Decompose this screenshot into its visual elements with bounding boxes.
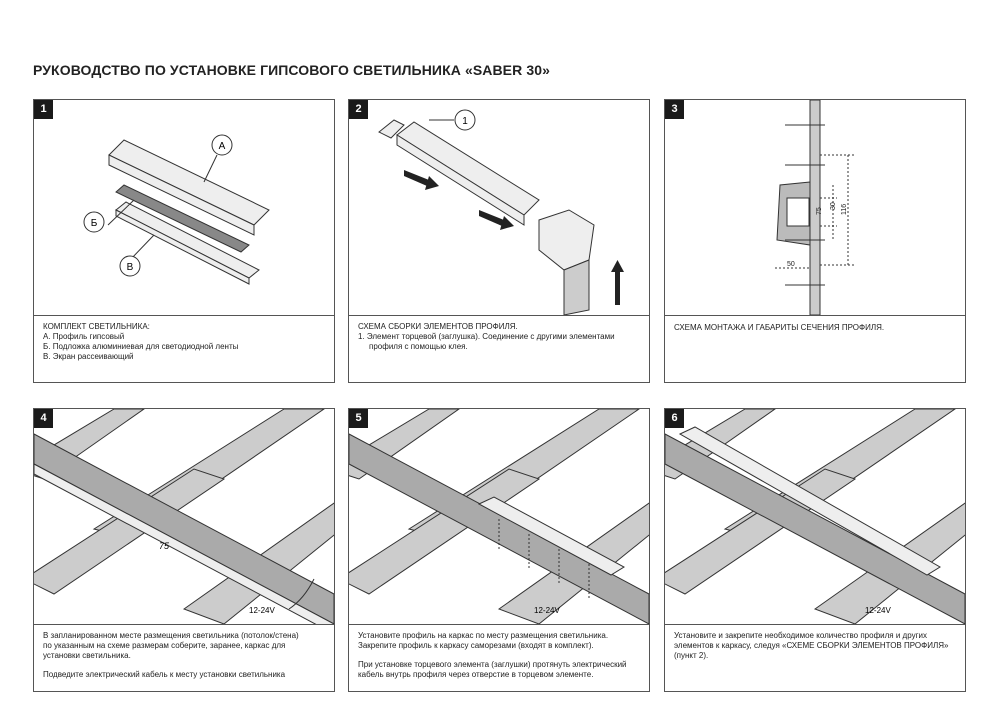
text-line: СХЕМА СБОРКИ ЭЛЕМЕНТОВ ПРОФИЛЯ. <box>358 322 518 331</box>
text-line: профиля с помощью клея. <box>369 342 468 351</box>
step-number: 6 <box>665 409 684 428</box>
cross-section-illustration <box>665 100 965 316</box>
text-line: Закрепите профиль к каркасу саморезами (входят в комплект). <box>358 641 594 650</box>
step-6-description <box>674 631 959 661</box>
dim-50: 50 <box>787 261 795 268</box>
page-title: РУКОВОДСТВО ПО УСТАНОВКЕ ГИПСОВОГО СВЕТИЛЬНИКА «SABER 30» <box>33 62 550 78</box>
text-line: А. Профиль гипсовый <box>43 332 125 341</box>
text-line: КОМПЛЕКТ СВЕТИЛЬНИКА: <box>43 322 150 331</box>
label-a: А <box>218 141 226 152</box>
text-line: В. Экран рассеивающий <box>43 352 134 361</box>
mounting-illustration <box>349 409 649 625</box>
step-number: 2 <box>349 100 368 119</box>
step-number: 1 <box>34 100 53 119</box>
text-line: (пункт 2). <box>674 651 709 660</box>
text-line: В запланированном месте размещения светильника (потолок/стена) <box>43 631 299 640</box>
kit-illustration <box>34 100 334 316</box>
label-b: Б <box>90 218 98 229</box>
step-4-panel <box>33 408 335 692</box>
dim-116: 116 <box>841 203 848 215</box>
step-4-description <box>43 631 328 680</box>
text-line: элементов к каркасу, следуя «СХЕМЕ СБОРКИ ЭЛЕМЕНТОВ ПРОФИЛЯ» <box>674 641 949 650</box>
step-number: 3 <box>665 100 684 119</box>
dim-75: 75 <box>159 541 170 551</box>
text-line: СХЕМА МОНТАЖА И ГАБАРИТЫ СЕЧЕНИЯ ПРОФИЛЯ. <box>674 323 885 332</box>
label-1: 1 <box>462 116 468 127</box>
assembly-illustration <box>349 100 649 316</box>
step-3-description <box>674 323 959 333</box>
text-line: Б. Подложка алюминиевая для светодиодной ленты <box>43 342 239 351</box>
step-2-panel <box>348 99 650 383</box>
text-line: Установите профиль на каркас по месту размещения светильника. <box>358 631 609 640</box>
step-3-panel <box>664 99 966 383</box>
voltage-label: 12-24V <box>534 606 560 615</box>
label-c: В <box>126 262 134 273</box>
step-1-description <box>43 322 328 362</box>
text-line: установки светильника. <box>43 651 131 660</box>
text-line: При установке торцевого элемента (заглушки) протянуть электрический <box>358 660 627 669</box>
frame-illustration <box>34 409 334 625</box>
step-2-description <box>358 322 643 352</box>
text-line: Установите и закрепите необходимое количество профиля и других <box>674 631 927 640</box>
text-line: по указанным на схеме размерам соберите, заранее, каркас для <box>43 641 286 650</box>
text-line: 1. Элемент торцевой (заглушка). Соединение с другими элементами <box>358 332 615 341</box>
step-number: 5 <box>349 409 368 428</box>
voltage-label: 12-24V <box>249 606 275 615</box>
voltage-label: 12-24V <box>865 606 891 615</box>
text-line: Подведите электрический кабель к месту установки светильника <box>43 670 286 679</box>
step-5-panel <box>348 408 650 692</box>
step-number: 4 <box>34 409 53 428</box>
step-6-panel <box>664 408 966 692</box>
step-1-panel <box>33 99 335 383</box>
text-line: кабель внутрь профиля через отверстие в торцевом элементе. <box>358 670 594 679</box>
dim-30: 30 <box>830 202 837 210</box>
final-assembly-illustration <box>665 409 965 625</box>
dim-75: 75 <box>816 207 823 215</box>
step-5-description <box>358 631 643 680</box>
